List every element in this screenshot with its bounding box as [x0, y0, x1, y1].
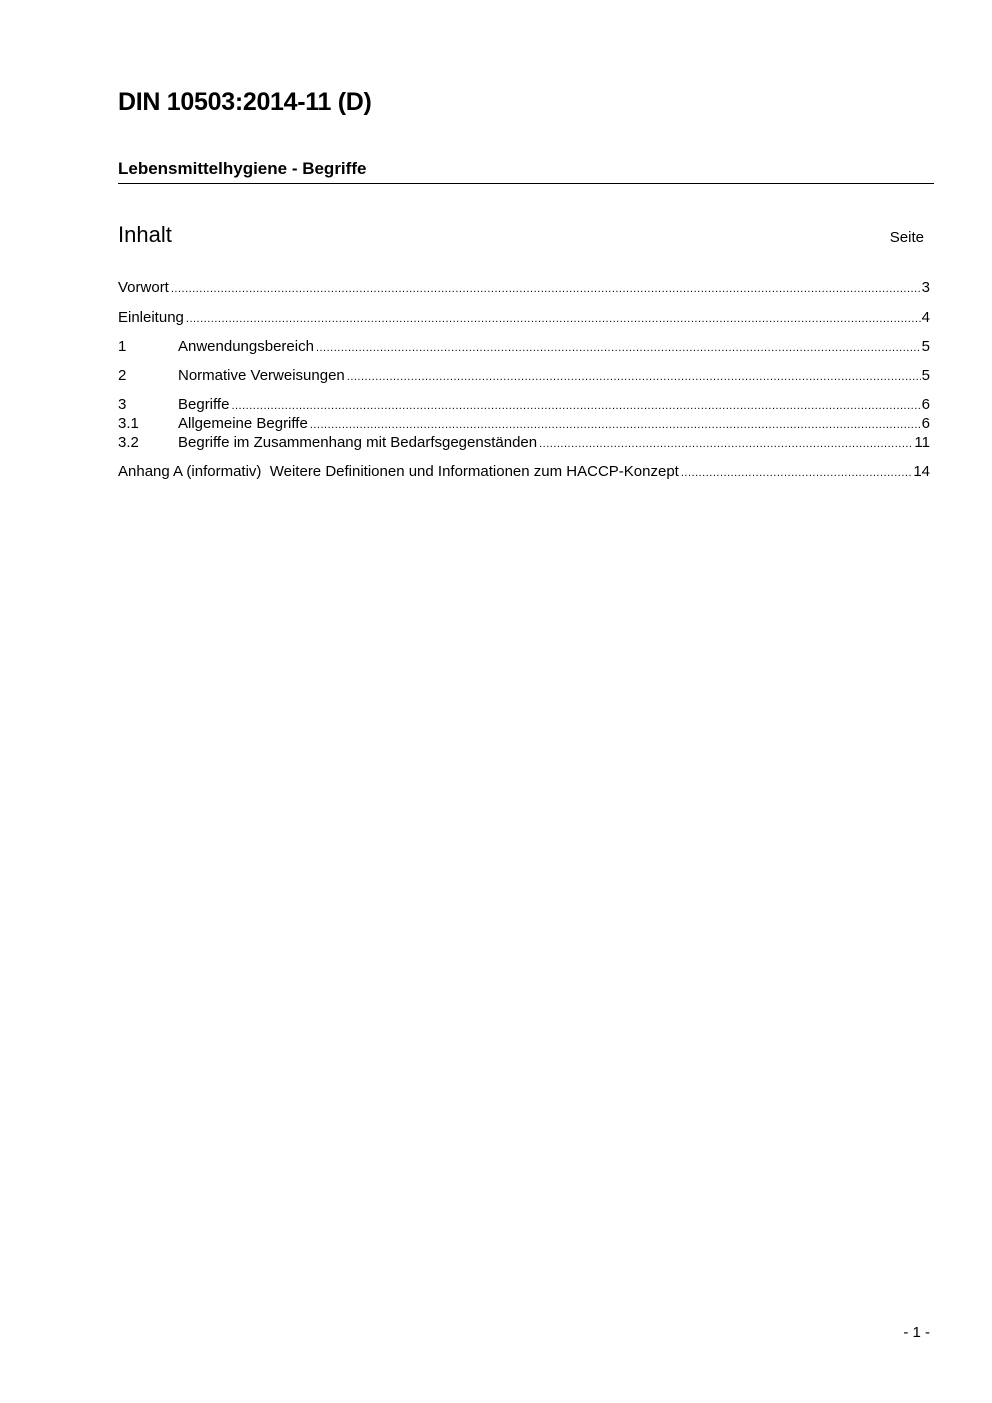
- toc-entry-einleitung[interactable]: [118, 309, 930, 327]
- toc-entry-number: 3: [118, 396, 127, 413]
- toc-entry-page: 14: [913, 463, 930, 480]
- toc-entry-page: 6: [921, 396, 930, 413]
- toc-leader-dots: [310, 416, 921, 434]
- toc-leader-dots: [316, 339, 921, 357]
- document-subtitle: Lebensmittelhygiene - Begriffe: [118, 159, 367, 178]
- toc-leader-dots: [171, 280, 921, 298]
- toc-entry-text: Begriffe im Zusammenhang mit Bedarfsgegenständen: [178, 434, 538, 451]
- toc-page-column-label: Seite: [889, 229, 924, 246]
- toc-entry-text: Einleitung: [118, 309, 184, 326]
- toc-entry-normative-verweisungen[interactable]: [118, 367, 930, 385]
- toc-entry-page: 5: [921, 367, 930, 384]
- toc-entry-text: Vorwort: [118, 279, 169, 296]
- document-title: DIN 10503:2014-11 (D): [118, 88, 372, 116]
- page-number: - 1 -: [903, 1324, 930, 1341]
- toc-entry-text: Anhang A (informativ) Weitere Definitionen und Informationen zum HACCP-Konzept: [118, 463, 679, 480]
- toc-entry-bedarfsgegenstaende[interactable]: [118, 434, 930, 452]
- toc-entry-page: 6: [921, 415, 930, 432]
- toc-leader-dots: [681, 464, 912, 482]
- toc-entry-number: 3.1: [118, 415, 139, 432]
- toc-leader-dots: [539, 435, 913, 453]
- toc-entry-page: 11: [914, 434, 930, 451]
- toc-leader-dots: [231, 397, 920, 415]
- toc-entry-number: 2: [118, 367, 127, 384]
- toc-entry-number: 1: [118, 338, 127, 355]
- title-divider: [118, 183, 934, 184]
- toc-leader-dots: [347, 368, 921, 386]
- toc-heading: Inhalt: [118, 222, 172, 247]
- toc-entry-page: 5: [921, 338, 930, 355]
- toc-entry-text: Anwendungsbereich: [178, 338, 314, 355]
- toc-leader-dots: [186, 310, 921, 328]
- toc-entry-text: Allgemeine Begriffe: [178, 415, 308, 432]
- toc-entry-page: 4: [921, 309, 930, 326]
- toc-entry-anwendungsbereich[interactable]: [118, 338, 930, 356]
- toc-entry-begriffe[interactable]: [118, 396, 930, 414]
- toc-entry-allgemeine-begriffe[interactable]: [118, 415, 930, 433]
- toc-entry-vorwort[interactable]: [118, 279, 930, 297]
- toc-entry-text: Normative Verweisungen: [178, 367, 345, 384]
- toc-entry-page: 3: [921, 279, 930, 296]
- toc-entry-text: Begriffe: [178, 396, 230, 413]
- toc-entry-number: 3.2: [118, 434, 139, 451]
- toc-entry-anhang-a[interactable]: [118, 463, 930, 481]
